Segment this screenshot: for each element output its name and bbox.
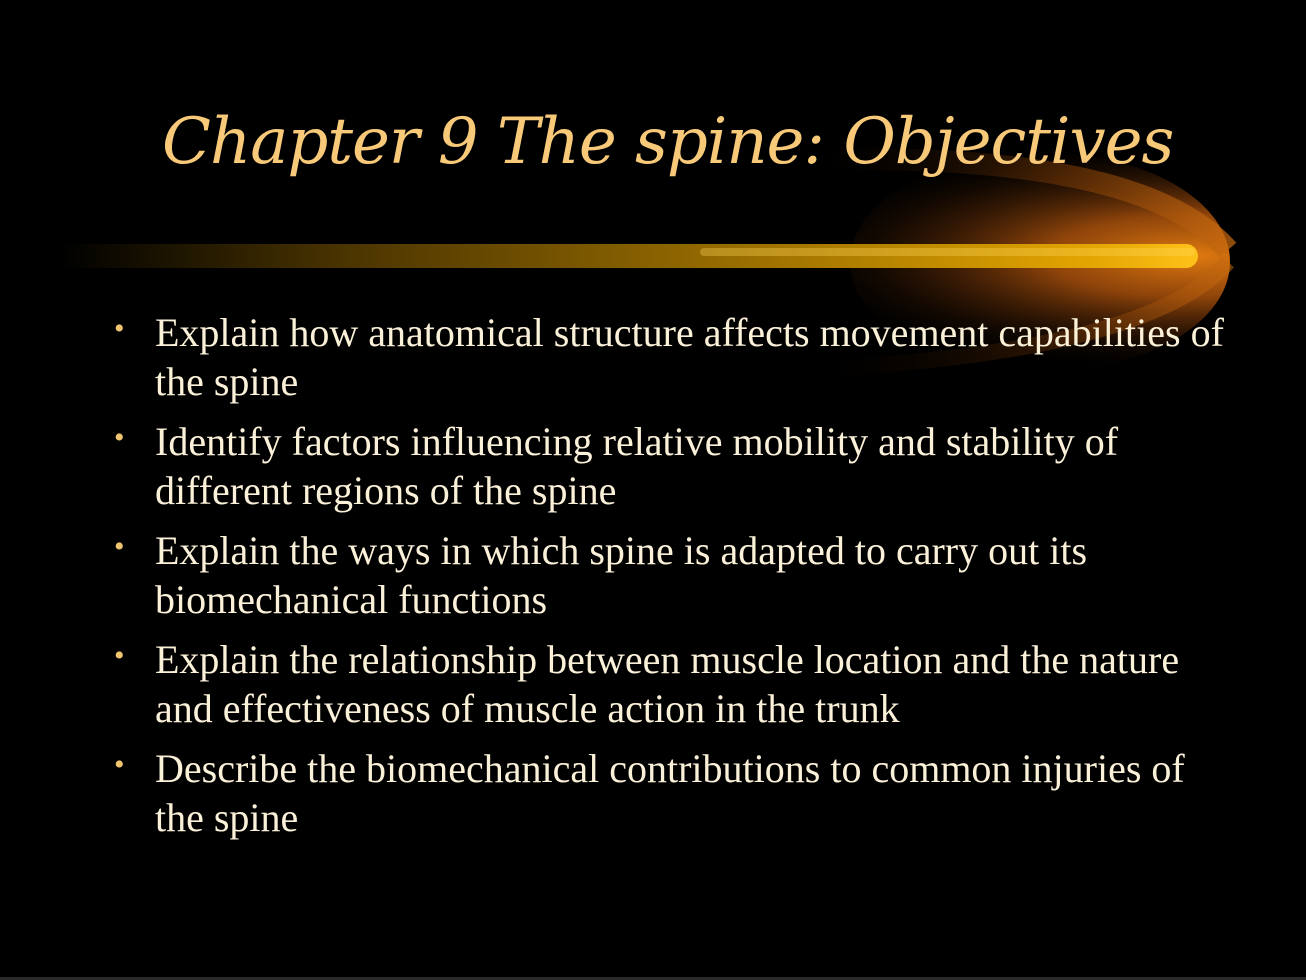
bullet-icon: • (114, 421, 125, 454)
list-item-text: Identify factors influencing relative mobility and stability of different regions of the spine (155, 419, 1119, 513)
list-item (108, 635, 1228, 733)
list-item (108, 526, 1228, 624)
list-item (108, 417, 1228, 515)
list-item (108, 744, 1228, 842)
bullet-icon: • (114, 312, 125, 345)
list-item-text: Explain the ways in which spine is adapted to carry out its biomechanical functions (155, 528, 1088, 622)
objectives-list (108, 308, 1228, 853)
list-item-text: Describe the biomechanical contributions to common injuries of the spine (155, 746, 1185, 840)
list-item (108, 308, 1228, 406)
list-item-text: Explain how anatomical structure affects movement capabilities of the spine (155, 310, 1224, 404)
bullet-icon: • (114, 748, 125, 781)
bullet-icon: • (114, 639, 125, 672)
list-item-text: Explain the relationship between muscle location and the nature and effectiveness of muscle action in the trunk (155, 637, 1180, 731)
bullet-icon: • (114, 530, 125, 563)
slide-title: Chapter 9 The spine: Objectives (162, 105, 1174, 179)
gold-accent-bar-highlight (700, 248, 1195, 256)
